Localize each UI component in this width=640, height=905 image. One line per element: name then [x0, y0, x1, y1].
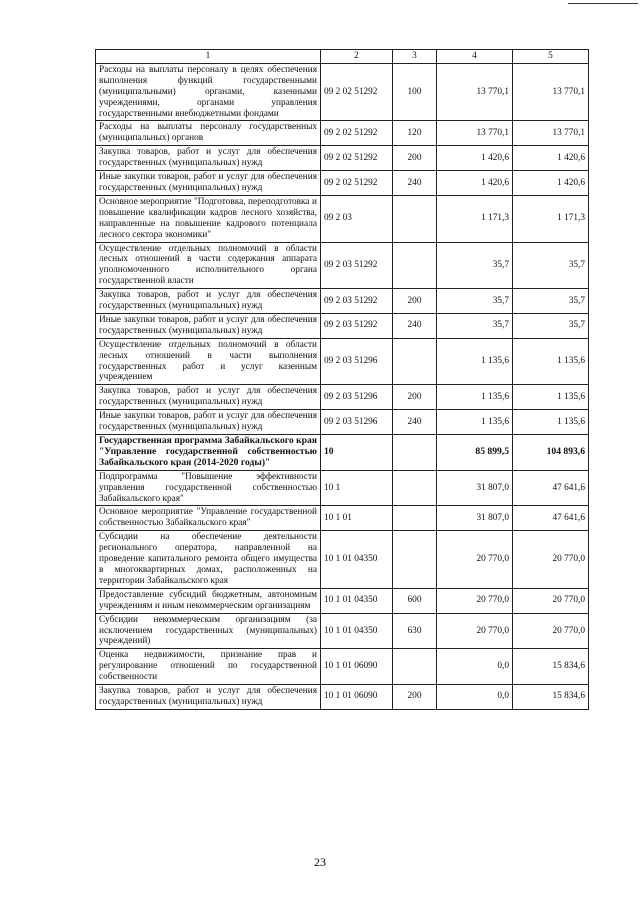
row-description: Иные закупки товаров, работ и услуг для обеспечения государственных (муниципальных) нужд	[96, 410, 321, 435]
row-amount-1: 35,7	[437, 313, 513, 338]
row-description: Иные закупки товаров, работ и услуг для обеспечения государственных (муниципальных) нужд	[96, 313, 321, 338]
row-description: Субсидии на обеспечение деятельности регионального оператора, направленной на проведение капитального ремонта общего имущества в многоквартирных домах, расположенных на территории Забайкальского края	[96, 531, 321, 589]
table-row	[96, 121, 589, 146]
row-amount-1: 13 770,1	[437, 121, 513, 146]
row-code: 10 1 01 04350	[321, 613, 393, 649]
row-code: 10 1 01 04350	[321, 588, 393, 613]
row-expense-type: 200	[393, 289, 437, 314]
row-code: 10 1 01 04350	[321, 531, 393, 589]
row-description: Иные закупки товаров, работ и услуг для обеспечения государственных (муниципальных) нужд	[96, 171, 321, 196]
row-amount-2: 13 770,1	[513, 63, 589, 121]
column-number: 1	[96, 50, 321, 64]
row-description: Расходы на выплаты персоналу государственных (муниципальных) органов	[96, 121, 321, 146]
row-amount-2: 20 770,0	[513, 613, 589, 649]
row-code: 09 2 03 51296	[321, 385, 393, 410]
table-row	[96, 613, 589, 649]
row-code: 10 1 01	[321, 506, 393, 531]
row-expense-type	[393, 470, 437, 506]
row-code: 10 1 01 06090	[321, 685, 393, 710]
row-code: 09 2 03 51292	[321, 289, 393, 314]
row-expense-type: 200	[393, 146, 437, 171]
table-row	[96, 410, 589, 435]
row-description: Оценка недвижимости, признание прав и регулирование отношений по государственной собственности	[96, 649, 321, 685]
row-expense-type	[393, 435, 437, 471]
row-code: 09 2 03	[321, 195, 393, 242]
row-expense-type	[393, 242, 437, 289]
row-amount-1: 85 899,5	[437, 435, 513, 471]
row-amount-1: 20 770,0	[437, 613, 513, 649]
row-amount-2: 15 834,6	[513, 685, 589, 710]
row-amount-2: 13 770,1	[513, 121, 589, 146]
row-expense-type: 240	[393, 410, 437, 435]
row-description: Закупка товаров, работ и услуг для обеспечения государственных (муниципальных) нужд	[96, 685, 321, 710]
row-amount-2: 47 641,6	[513, 470, 589, 506]
row-code: 09 2 02 51292	[321, 146, 393, 171]
row-expense-type: 240	[393, 171, 437, 196]
row-amount-2: 104 893,6	[513, 435, 589, 471]
column-number: 2	[321, 50, 393, 64]
row-amount-2: 20 770,0	[513, 588, 589, 613]
row-expense-type: 200	[393, 685, 437, 710]
row-amount-1: 1 171,3	[437, 195, 513, 242]
row-code: 10 1	[321, 470, 393, 506]
row-description: Государственная программа Забайкальского края "Управление государственной собственностью Забайкальского края (2014-2020 годы)"	[96, 435, 321, 471]
row-amount-2: 20 770,0	[513, 531, 589, 589]
row-amount-1: 0,0	[437, 649, 513, 685]
row-amount-2: 1 420,6	[513, 171, 589, 196]
table-row	[96, 146, 589, 171]
row-expense-type	[393, 195, 437, 242]
column-number-row	[96, 50, 589, 64]
row-amount-1: 1 420,6	[437, 146, 513, 171]
row-expense-type: 120	[393, 121, 437, 146]
column-number: 3	[393, 50, 437, 64]
row-description: Подпрограмма "Повышение эффективности управления государственной собственностью Забайкальского края"	[96, 470, 321, 506]
row-code: 09 2 03 51292	[321, 242, 393, 289]
row-amount-1: 35,7	[437, 242, 513, 289]
row-code: 10 1 01 06090	[321, 649, 393, 685]
row-expense-type	[393, 649, 437, 685]
row-amount-2: 35,7	[513, 242, 589, 289]
row-description: Осуществление отдельных полномочий в области лесных отношений в части содержания аппарата уполномоченного исполнительного органа государственной власти	[96, 242, 321, 289]
row-amount-1: 20 770,0	[437, 588, 513, 613]
row-code: 10	[321, 435, 393, 471]
row-code: 09 2 03 51296	[321, 410, 393, 435]
row-description: Субсидии некоммерческим организациям (за исключением государственных (муниципальных) учреждений)	[96, 613, 321, 649]
table-row	[96, 195, 589, 242]
row-description: Предоставление субсидий бюджетным, автономным учреждениям и иным некоммерческим организациям	[96, 588, 321, 613]
row-expense-type: 600	[393, 588, 437, 613]
row-expense-type: 630	[393, 613, 437, 649]
table-row	[96, 435, 589, 471]
table-row	[96, 289, 589, 314]
table-row	[96, 338, 589, 385]
row-description: Закупка товаров, работ и услуг для обеспечения государственных (муниципальных) нужд	[96, 385, 321, 410]
row-amount-2: 1 420,6	[513, 146, 589, 171]
row-code: 09 2 02 51292	[321, 63, 393, 121]
row-amount-2: 1 171,3	[513, 195, 589, 242]
row-description: Закупка товаров, работ и услуг для обеспечения государственных (муниципальных) нужд	[96, 146, 321, 171]
budget-table	[95, 49, 589, 710]
row-code: 09 2 02 51292	[321, 171, 393, 196]
row-description: Основное мероприятие "Управление государственной собственностью Забайкальского края"	[96, 506, 321, 531]
row-amount-2: 1 135,6	[513, 385, 589, 410]
row-amount-1: 20 770,0	[437, 531, 513, 589]
row-expense-type	[393, 338, 437, 385]
row-code: 09 2 02 51292	[321, 121, 393, 146]
row-amount-2: 35,7	[513, 313, 589, 338]
row-description: Основное мероприятие "Подготовка, переподготовка и повышение квалификации кадров лесного хозяйства, направленные на повышение кадрового потенциала лесного сектора экономики"	[96, 195, 321, 242]
row-description: Закупка товаров, работ и услуг для обеспечения государственных (муниципальных) нужд	[96, 289, 321, 314]
row-amount-1: 1 135,6	[437, 385, 513, 410]
table-row	[96, 470, 589, 506]
row-amount-2: 1 135,6	[513, 338, 589, 385]
table-row	[96, 506, 589, 531]
row-amount-1: 13 770,1	[437, 63, 513, 121]
row-amount-2: 47 641,6	[513, 506, 589, 531]
header-rule	[568, 3, 638, 4]
row-amount-1: 1 135,6	[437, 338, 513, 385]
table-row	[96, 685, 589, 710]
table-row	[96, 63, 589, 121]
row-code: 09 2 03 51296	[321, 338, 393, 385]
row-amount-2: 1 135,6	[513, 410, 589, 435]
page-number: 23	[314, 855, 326, 869]
table-row	[96, 531, 589, 589]
row-expense-type	[393, 531, 437, 589]
row-amount-1: 31 807,0	[437, 470, 513, 506]
row-expense-type: 200	[393, 385, 437, 410]
row-amount-1: 35,7	[437, 289, 513, 314]
row-expense-type: 240	[393, 313, 437, 338]
table-row	[96, 171, 589, 196]
table-row	[96, 385, 589, 410]
row-code: 09 2 03 51292	[321, 313, 393, 338]
row-amount-1: 31 807,0	[437, 506, 513, 531]
column-number: 5	[513, 50, 589, 64]
row-amount-1: 1 135,6	[437, 410, 513, 435]
row-amount-2: 15 834,6	[513, 649, 589, 685]
row-amount-1: 0,0	[437, 685, 513, 710]
row-amount-2: 35,7	[513, 289, 589, 314]
row-description: Расходы на выплаты персоналу в целях обеспечения выполнения функций государственными (муниципальными) органами, казенными учреждениями, органами управления государственными внебюджетными фондами	[96, 63, 321, 121]
table-row	[96, 588, 589, 613]
row-expense-type	[393, 506, 437, 531]
row-expense-type: 100	[393, 63, 437, 121]
table-row	[96, 649, 589, 685]
table-row	[96, 242, 589, 289]
row-amount-1: 1 420,6	[437, 171, 513, 196]
row-description: Осуществление отдельных полномочий в области лесных отношений в части выполнения государственных работ и услуг казенным учреждением	[96, 338, 321, 385]
column-number: 4	[437, 50, 513, 64]
table-row	[96, 313, 589, 338]
